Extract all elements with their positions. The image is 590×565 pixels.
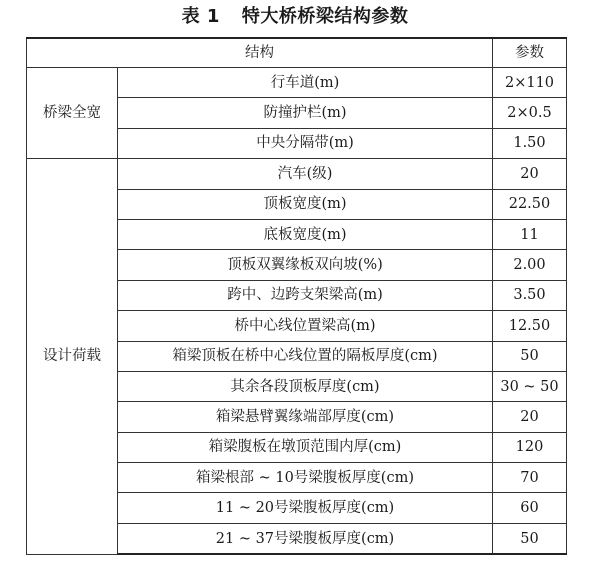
row-value: 20 — [493, 159, 567, 189]
group-label-design-load: 设计荷载 — [27, 159, 118, 555]
table-row — [27, 159, 567, 189]
row-item: 21 ~ 37号梁腹板厚度(cm) — [118, 523, 493, 554]
table-row — [27, 68, 567, 98]
row-item: 其余各段顶板厚度(cm) — [118, 371, 493, 401]
row-value: 1.50 — [493, 128, 567, 158]
row-item: 跨中、边跨支架梁高(m) — [118, 280, 493, 310]
bridge-parameters-table — [26, 37, 567, 555]
row-value: 20 — [493, 402, 567, 432]
table-caption — [0, 0, 590, 34]
table-number: 表 1 — [181, 6, 220, 27]
row-item: 箱梁腹板在墩顶范围内厚(cm) — [118, 432, 493, 462]
row-value: 70 — [493, 463, 567, 493]
row-value: 50 — [493, 523, 567, 554]
row-value: 120 — [493, 432, 567, 462]
row-item: 行车道(m) — [118, 68, 493, 98]
row-value: 11 — [493, 219, 567, 249]
row-value: 2×0.5 — [493, 98, 567, 128]
group-label-bridge-width: 桥梁全宽 — [27, 68, 118, 159]
row-item: 汽车(级) — [118, 159, 493, 189]
row-item: 箱梁根部 ~ 10号梁腹板厚度(cm) — [118, 463, 493, 493]
row-item: 11 ~ 20号梁腹板厚度(cm) — [118, 493, 493, 523]
table-title: 特大桥桥梁结构参数 — [241, 6, 409, 27]
header-structure: 结构 — [27, 38, 493, 68]
row-item: 箱梁悬臂翼缘端部厚度(cm) — [118, 402, 493, 432]
row-item: 顶板宽度(m) — [118, 189, 493, 219]
row-value: 50 — [493, 341, 567, 371]
row-item: 顶板双翼缘板双向坡(%) — [118, 250, 493, 280]
row-value: 30 ~ 50 — [493, 371, 567, 401]
row-value: 22.50 — [493, 189, 567, 219]
table-header-row — [27, 38, 567, 68]
row-item: 底板宽度(m) — [118, 219, 493, 249]
row-value: 3.50 — [493, 280, 567, 310]
row-value: 60 — [493, 493, 567, 523]
row-item: 桥中心线位置梁高(m) — [118, 311, 493, 341]
row-item: 防撞护栏(m) — [118, 98, 493, 128]
row-value: 2×110 — [493, 68, 567, 98]
header-params: 参数 — [493, 38, 567, 68]
row-value: 12.50 — [493, 311, 567, 341]
row-item: 中央分隔带(m) — [118, 128, 493, 158]
row-value: 2.00 — [493, 250, 567, 280]
row-item: 箱梁顶板在桥中心线位置的隔板厚度(cm) — [118, 341, 493, 371]
